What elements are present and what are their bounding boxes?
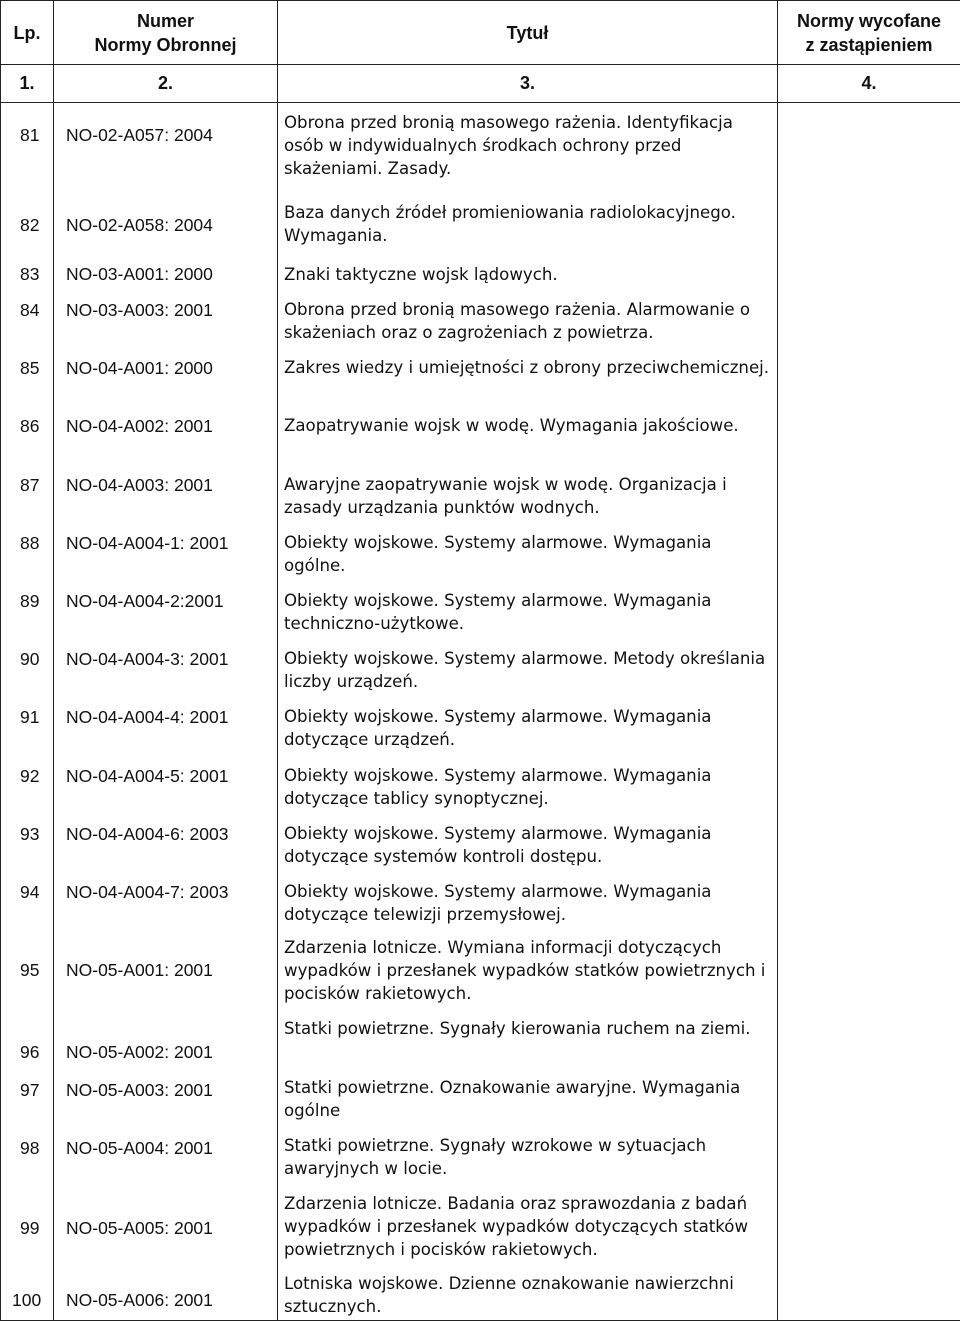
row-norm-number: NO-05-A001: 2001 xyxy=(54,928,278,1009)
row-norm-number: NO-05-A005: 2001 xyxy=(54,1184,278,1265)
table-row xyxy=(1,1009,960,1067)
row-lp: 93 xyxy=(1,812,54,870)
row-withdrawn-norms xyxy=(778,521,960,579)
row-title: Zdarzenia lotnicze. Wymiana informacji dotyczących wypadków i przesłanek wypadków statków powietrznych i pocisków rakietowych. xyxy=(278,928,778,1009)
row-withdrawn-norms xyxy=(778,870,960,928)
table-row xyxy=(1,346,960,404)
row-title: Statki powietrzne. Oznakowanie awaryjne. Wymagania ogólne xyxy=(278,1068,778,1126)
row-title: Obrona przed bronią masowego rażenia. Identyfikacja osób w indywidualnych środkach ochrony przed skażeniami. Zasady. xyxy=(278,103,778,193)
table-row xyxy=(1,1068,960,1126)
row-withdrawn-norms xyxy=(778,579,960,637)
table-row xyxy=(1,1265,960,1320)
row-norm-number: NO-03-A003: 2001 xyxy=(54,288,278,346)
row-lp: 91 xyxy=(1,695,54,753)
row-title: Obiekty wojskowe. Systemy alarmowe. Wymagania ogólne. xyxy=(278,521,778,579)
header-numer-line2: Normy Obronnej xyxy=(94,34,237,55)
row-norm-number: NO-04-A004-5: 2001 xyxy=(54,754,278,812)
row-withdrawn-norms xyxy=(778,404,960,462)
row-norm-number: NO-03-A001: 2000 xyxy=(54,259,278,288)
header-numer-line1: Numer xyxy=(136,10,194,31)
row-withdrawn-norms xyxy=(778,695,960,753)
table-row xyxy=(1,637,960,695)
table-row xyxy=(1,404,960,462)
table-row xyxy=(1,193,960,259)
row-norm-number: NO-05-A003: 2001 xyxy=(54,1068,278,1126)
row-norm-number: NO-04-A004-2:2001 xyxy=(54,579,278,637)
table-row xyxy=(1,103,960,193)
table-row xyxy=(1,695,960,753)
row-norm-number: NO-04-A004-3: 2001 xyxy=(54,637,278,695)
row-lp: 87 xyxy=(1,463,54,521)
row-title: Baza danych źródeł promieniowania radiolokacyjnego. Wymagania. xyxy=(278,193,778,259)
row-title: Obiekty wojskowe. Systemy alarmowe. Wymagania dotyczące urządzeń. xyxy=(278,695,778,753)
column-number-4: 4. xyxy=(778,65,960,103)
row-title: Statki powietrzne. Sygnały wzrokowe w sytuacjach awaryjnych w locie. xyxy=(278,1126,778,1184)
column-number-row xyxy=(1,65,960,103)
row-title: Znaki taktyczne wojsk lądowych. xyxy=(278,259,778,288)
row-withdrawn-norms xyxy=(778,193,960,259)
row-withdrawn-norms xyxy=(778,812,960,870)
header-numer xyxy=(54,1,278,65)
table-row xyxy=(1,812,960,870)
row-title: Zdarzenia lotnicze. Badania oraz sprawozdania z badań wypadków i przesłanek wypadków dotyczących statków powietrznych i pocisków rakietowych. xyxy=(278,1184,778,1265)
header-wycofane-line2: z zastąpieniem xyxy=(805,34,933,55)
table-row xyxy=(1,463,960,521)
row-title: Obiekty wojskowe. Systemy alarmowe. Wymagania dotyczące telewizji przemysłowej. xyxy=(278,870,778,928)
table-row xyxy=(1,754,960,812)
row-norm-number: NO-04-A002: 2001 xyxy=(54,404,278,462)
table-body xyxy=(1,103,960,1321)
header-tytul: Tytuł xyxy=(278,1,778,65)
header-row xyxy=(1,1,960,65)
row-lp: 97 xyxy=(1,1068,54,1126)
row-withdrawn-norms xyxy=(778,928,960,1009)
table-row xyxy=(1,870,960,928)
header-wycofane xyxy=(778,1,960,65)
row-norm-number: NO-05-A006: 2001 xyxy=(54,1265,278,1320)
row-withdrawn-norms xyxy=(778,259,960,288)
row-title: Awaryjne zaopatrywanie wojsk w wodę. Organizacja i zasady urządzania punktów wodnych. xyxy=(278,463,778,521)
row-lp: 85 xyxy=(1,346,54,404)
table-row xyxy=(1,259,960,288)
row-withdrawn-norms xyxy=(778,463,960,521)
row-lp: 96 xyxy=(1,1009,54,1067)
header-lp: Lp. xyxy=(1,1,54,65)
row-lp: 92 xyxy=(1,754,54,812)
row-norm-number: NO-04-A003: 2001 xyxy=(54,463,278,521)
row-lp: 89 xyxy=(1,579,54,637)
row-norm-number: NO-04-A004-7: 2003 xyxy=(54,870,278,928)
table-row xyxy=(1,288,960,346)
row-withdrawn-norms xyxy=(778,1184,960,1265)
row-lp: 95 xyxy=(1,928,54,1009)
column-number-3: 3. xyxy=(278,65,778,103)
row-lp: 100 xyxy=(1,1265,54,1320)
table-row xyxy=(1,928,960,1009)
row-norm-number: NO-04-A004-1: 2001 xyxy=(54,521,278,579)
row-title: Obiekty wojskowe. Systemy alarmowe. Wymagania dotyczące tablicy synoptycznej. xyxy=(278,754,778,812)
row-norm-number: NO-04-A004-6: 2003 xyxy=(54,812,278,870)
row-title: Obiekty wojskowe. Systemy alarmowe. Wymagania techniczno-użytkowe. xyxy=(278,579,778,637)
row-lp: 90 xyxy=(1,637,54,695)
row-title: Obiekty wojskowe. Systemy alarmowe. Metody określania liczby urządzeń. xyxy=(278,637,778,695)
row-lp: 84 xyxy=(1,288,54,346)
row-norm-number: NO-05-A002: 2001 xyxy=(54,1009,278,1067)
row-withdrawn-norms xyxy=(778,1126,960,1184)
column-number-2: 2. xyxy=(54,65,278,103)
row-lp: 82 xyxy=(1,193,54,259)
row-title: Statki powietrzne. Sygnały kierowania ruchem na ziemi. xyxy=(278,1009,778,1067)
row-lp: 81 xyxy=(1,103,54,193)
row-withdrawn-norms xyxy=(778,346,960,404)
header-wycofane-line1: Normy wycofane xyxy=(796,10,942,31)
row-lp: 99 xyxy=(1,1184,54,1265)
table-row xyxy=(1,579,960,637)
row-title: Zaopatrywanie wojsk w wodę. Wymagania jakościowe. xyxy=(278,404,778,462)
row-withdrawn-norms xyxy=(778,288,960,346)
row-lp: 86 xyxy=(1,404,54,462)
row-title: Zakres wiedzy i umiejętności z obrony przeciwchemicznej. xyxy=(278,346,778,404)
row-title: Obrona przed bronią masowego rażenia. Alarmowanie o skażeniach oraz o zagrożeniach z powietrza. xyxy=(278,288,778,346)
row-norm-number: NO-02-A058: 2004 xyxy=(54,193,278,259)
row-withdrawn-norms xyxy=(778,754,960,812)
row-norm-number: NO-02-A057: 2004 xyxy=(54,103,278,193)
row-withdrawn-norms xyxy=(778,103,960,193)
row-withdrawn-norms xyxy=(778,637,960,695)
table-row xyxy=(1,521,960,579)
column-number-1: 1. xyxy=(1,65,54,103)
row-title: Lotniska wojskowe. Dzienne oznakowanie nawierzchni sztucznych. xyxy=(278,1265,778,1320)
row-norm-number: NO-04-A001: 2000 xyxy=(54,346,278,404)
row-norm-number: NO-04-A004-4: 2001 xyxy=(54,695,278,753)
row-withdrawn-norms xyxy=(778,1265,960,1320)
table-row xyxy=(1,1126,960,1184)
row-withdrawn-norms xyxy=(778,1068,960,1126)
row-lp: 88 xyxy=(1,521,54,579)
table-row xyxy=(1,1184,960,1265)
row-lp: 83 xyxy=(1,259,54,288)
row-norm-number: NO-05-A004: 2001 xyxy=(54,1126,278,1184)
row-lp: 98 xyxy=(1,1126,54,1184)
row-lp: 94 xyxy=(1,870,54,928)
row-title: Obiekty wojskowe. Systemy alarmowe. Wymagania dotyczące systemów kontroli dostępu. xyxy=(278,812,778,870)
row-withdrawn-norms xyxy=(778,1009,960,1067)
